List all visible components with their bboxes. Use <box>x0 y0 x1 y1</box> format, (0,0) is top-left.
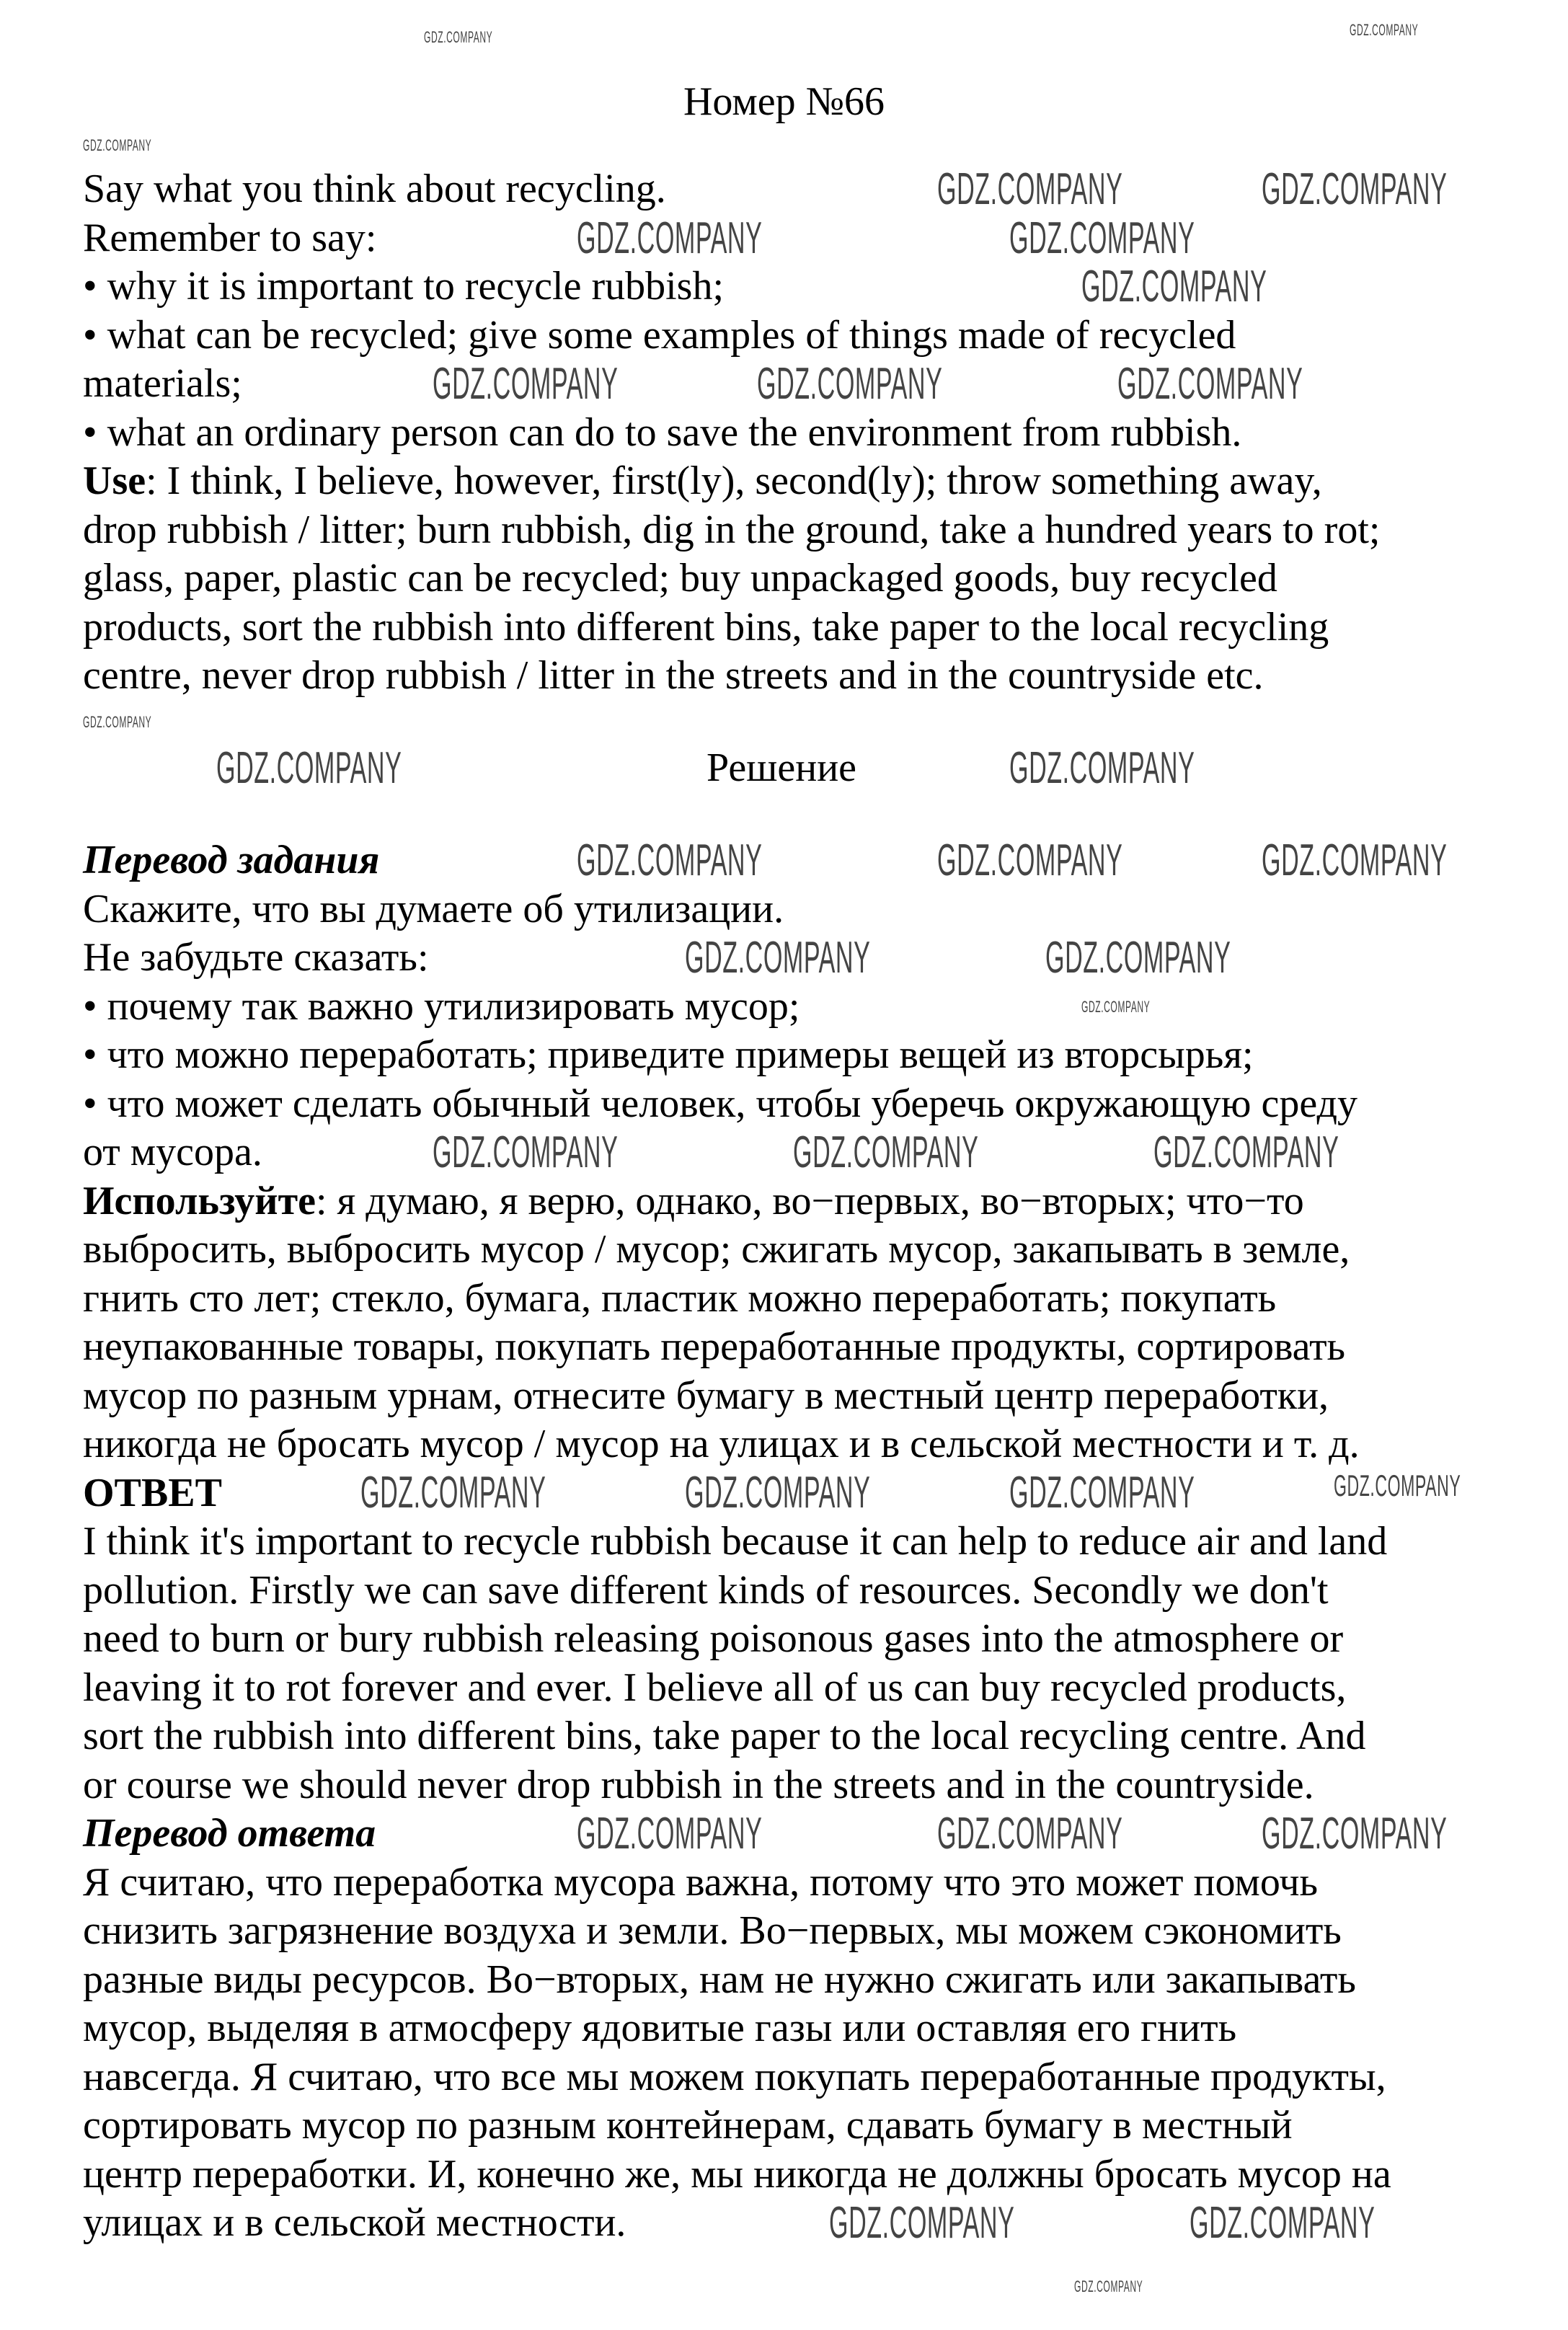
task-line: • why it is important to recycle rubbish; <box>83 264 724 309</box>
watermark: GDZ.COMPANY <box>937 836 1123 885</box>
watermark: GDZ.COMPANY <box>424 28 493 46</box>
answer-translation-line: снизить загрязнение воздуха и земли. Во−первых, мы можем сэкономить <box>83 1908 1342 1953</box>
translation-line: • что может сделать обычный человек, чтобы уберечь окружающую среду <box>83 1081 1357 1126</box>
watermark: GDZ.COMPANY <box>1262 1809 1448 1859</box>
solution-heading: Решение <box>707 745 857 790</box>
answer-translation-heading: Перевод ответа <box>83 1811 376 1856</box>
watermark: GDZ.COMPANY <box>216 743 402 793</box>
task-text <box>83 165 1496 701</box>
watermark: GDZ.COMPANY <box>1262 164 1448 214</box>
answer-heading: ОТВЕТ <box>83 1470 222 1515</box>
watermark: GDZ.COMPANY <box>1045 933 1231 983</box>
task-line: materials; <box>83 361 242 406</box>
use-text: : I think, I believe, however, first(ly), second(ly); throw something away, <box>146 459 1322 503</box>
answer-translation-line: сортировать мусор по разным контейнерам, сдавать бумагу в местный <box>83 2103 1293 2148</box>
watermark: GDZ.COMPANY <box>1009 743 1195 793</box>
translation-line: • что можно переработать; приведите примеры вещей из вторсырья; <box>83 1032 1254 1077</box>
watermark: GDZ.COMPANY <box>433 1128 619 1177</box>
translation-line: • почему так важно утилизировать мусор; <box>83 983 800 1029</box>
watermark: GDZ.COMPANY <box>1081 262 1267 311</box>
page-title: Номер №66 <box>683 79 885 124</box>
answer-translation-line: мусор, выделяя в атмосферу ядовитые газы или оставляя его гнить <box>83 2006 1237 2050</box>
answer-line: or course we should never drop rubbish in the streets and in the countryside. <box>83 1762 1314 1807</box>
translation-line: никогда не бросать мусор / мусор на улицах и в сельской местности и т. д. <box>83 1422 1360 1466</box>
task-line: products, sort the rubbish into different bins, take paper to the local recycling <box>83 604 1329 650</box>
task-line: Say what you think about recycling. <box>83 167 666 211</box>
task-line: glass, paper, plastic can be recycled; buy unpackaged goods, buy recycled <box>83 556 1277 601</box>
task-line: centre, never drop rubbish / litter in the streets and in the countryside etc. <box>83 653 1264 698</box>
answer-line: need to burn or bury rubbish releasing poisonous gases into the atmosphere or <box>83 1616 1344 1661</box>
translation-line: мусор по разным урнам, отнесите бумагу в местный центр переработки, <box>83 1373 1329 1418</box>
watermark: GDZ.COMPANY <box>1350 21 1419 39</box>
translation-line: Скажите, что вы думаете об утилизации. <box>83 886 784 931</box>
watermark: GDZ.COMPANY <box>83 713 152 731</box>
use-label-ru: Используйте <box>83 1178 316 1223</box>
watermark: GDZ.COMPANY <box>1074 2277 1143 2295</box>
use-text-ru: : я думаю, я верю, однако, во−первых, во−вторых; что−то <box>315 1178 1304 1223</box>
watermark: GDZ.COMPANY <box>1009 1468 1195 1518</box>
watermark: GDZ.COMPANY <box>1190 2198 1376 2248</box>
watermark: GDZ.COMPANY <box>829 2198 1015 2248</box>
watermark: GDZ.COMPANY <box>757 359 943 409</box>
translation-use-line <box>83 1177 1304 1226</box>
task-use-line <box>83 457 1322 506</box>
watermark: GDZ.COMPANY <box>1117 359 1303 409</box>
translation-line: гнить сто лет; стекло, бумага, пластик можно переработать; покупать <box>83 1275 1277 1321</box>
watermark: GDZ.COMPANY <box>1009 213 1195 263</box>
answer-translation-line: разные виды ресурсов. Во−вторых, нам не нужно сжигать или закапывать <box>83 1957 1356 2002</box>
watermark: GDZ.COMPANY <box>433 359 619 409</box>
task-line: drop rubbish / litter; burn rubbish, dig in the ground, take a hundred years to rot; <box>83 507 1381 552</box>
translation-line: неупакованные товары, покупать переработанные продукты, сортировать <box>83 1324 1346 1369</box>
watermark: GDZ.COMPANY <box>577 836 763 885</box>
translation-heading: Перевод задания <box>83 838 380 882</box>
watermark: GDZ.COMPANY <box>577 213 763 263</box>
watermark: GDZ.COMPANY <box>937 164 1123 214</box>
watermark: GDZ.COMPANY <box>685 1468 871 1518</box>
answer-translation-line: навсегда. Я считаю, что все мы можем покупать переработанные продукты, <box>83 2054 1386 2099</box>
answer-line: sort the rubbish into different bins, take paper to the local recycling centre. And <box>83 1714 1366 1758</box>
watermark: GDZ.COMPANY <box>83 136 152 154</box>
translation-line: Не забудьте сказать: <box>83 935 429 980</box>
watermark: GDZ.COMPANY <box>1262 836 1448 885</box>
watermark: GDZ.COMPANY <box>793 1128 979 1177</box>
watermark: GDZ.COMPANY <box>577 1809 763 1859</box>
watermark: GDZ.COMPANY <box>1153 1128 1339 1177</box>
solution-text <box>83 836 1496 2248</box>
task-line: • what can be recycled; give some examples of things made of recycled <box>83 312 1236 358</box>
watermark: GDZ.COMPANY <box>1334 1469 1461 1502</box>
answer-translation-line: Я считаю, что переработка мусора важна, потому что это может помочь <box>83 1859 1319 1905</box>
watermark: GDZ.COMPANY <box>685 933 871 983</box>
answer-line: leaving it to rot forever and ever. I believe all of us can buy recycled products, <box>83 1665 1347 1710</box>
watermark: GDZ.COMPANY <box>1081 998 1151 1016</box>
translation-line: от мусора. <box>83 1130 262 1174</box>
use-label: Use <box>83 459 146 503</box>
answer-line: pollution. Firstly we can save different kinds of resources. Secondly we don't <box>83 1567 1329 1613</box>
answer-line: I think it's important to recycle rubbish because it can help to reduce air and land <box>83 1519 1388 1564</box>
answer-translation-line: улицах и в сельской местности. <box>83 2200 626 2245</box>
answer-translation-line: центр переработки. И, конечно же, мы никогда не должны бросать мусор на <box>83 2151 1391 2197</box>
watermark: GDZ.COMPANY <box>360 1468 546 1518</box>
task-line: • what an ordinary person can do to save the environment from rubbish. <box>83 409 1242 455</box>
watermark: GDZ.COMPANY <box>937 1809 1123 1859</box>
translation-line: выбросить, выбросить мусор / мусор; сжигать мусор, закапывать в земле, <box>83 1227 1350 1272</box>
task-line: Remember to say: <box>83 215 377 260</box>
